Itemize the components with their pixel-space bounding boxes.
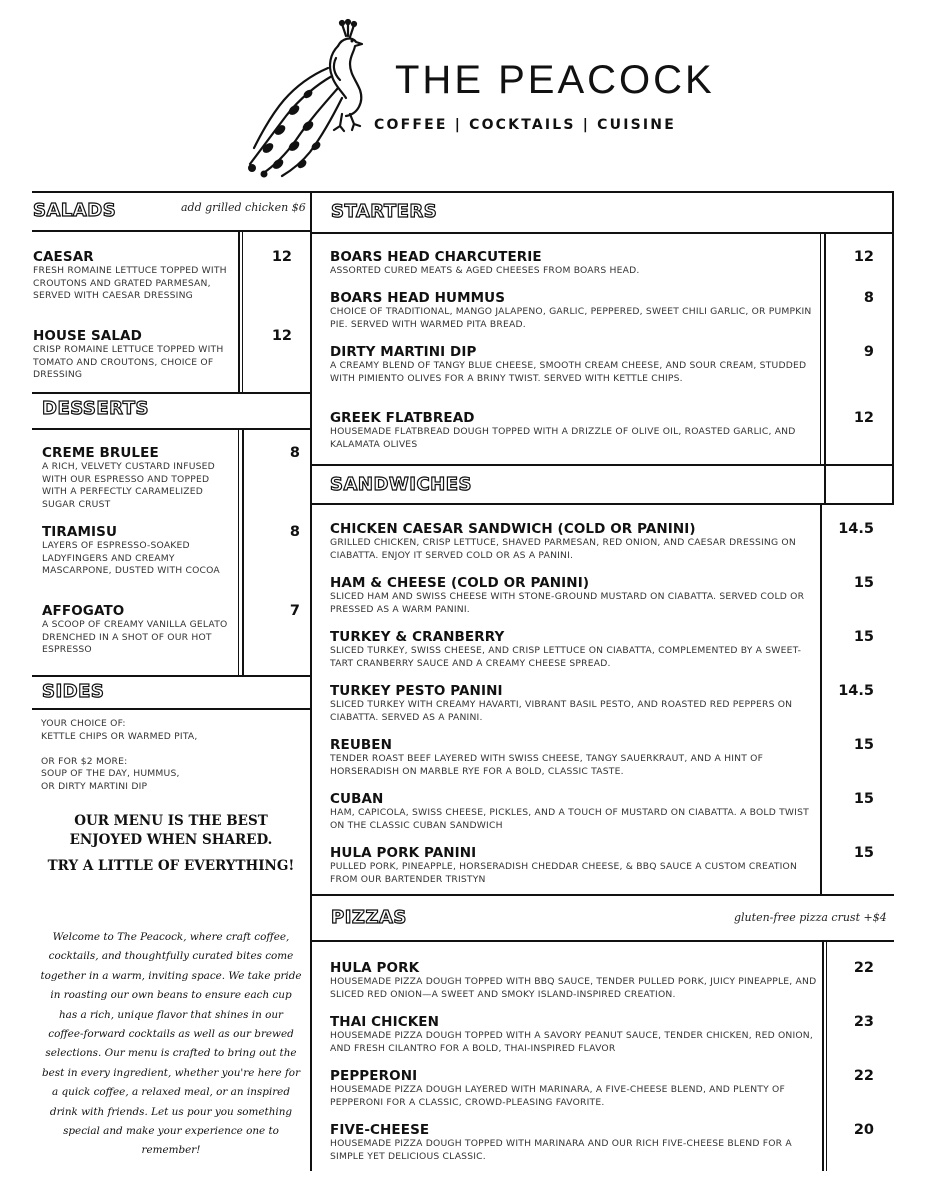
divider xyxy=(312,503,894,505)
item-price: 15 xyxy=(853,791,874,807)
divider xyxy=(820,505,822,895)
item-price: 8 xyxy=(289,445,300,461)
sides-line: KETTLE CHIPS OR WARMED PITA, xyxy=(41,730,198,742)
divider xyxy=(242,430,244,675)
item-price: 15 xyxy=(853,575,874,591)
menu-item xyxy=(330,1068,818,1109)
promo-line: TRY A LITTLE OF EVERYTHING! xyxy=(47,858,295,874)
promo-line: ENJOYED WHEN SHARED. xyxy=(69,832,273,848)
menu-item xyxy=(330,521,815,562)
item-price: 7 xyxy=(289,603,300,619)
salads-note: add grilled chicken $6 xyxy=(181,201,306,214)
menu-item xyxy=(330,683,815,724)
brand-title: THE PEACOCK xyxy=(395,58,715,102)
item-name: TIRAMISU xyxy=(42,524,118,540)
item-price: 12 xyxy=(271,328,292,344)
item-name: HULA PORK PANINI xyxy=(330,845,477,861)
starters-heading: STARTERS xyxy=(331,201,438,222)
sides-line: OR DIRTY MARTINI DIP xyxy=(41,780,148,792)
item-description: HOUSEMADE FLATBREAD DOUGH TOPPED WITH A DRIZZLE OF OLIVE OIL, ROASTED GARLIC, AND KALAMATA OLIVES xyxy=(330,426,796,450)
divider xyxy=(242,232,243,392)
promo-text xyxy=(36,857,306,876)
item-name: CUBAN xyxy=(330,791,384,807)
item-description: A RICH, VELVETY CUSTARD INFUSED WITH OUR ESPRESSO AND TOPPED WITH A PERFECTLY CARAMELIZED SUGAR CRUST xyxy=(42,461,215,510)
item-price: 14.5 xyxy=(838,521,874,537)
item-price: 12 xyxy=(853,410,874,426)
menu-item xyxy=(330,737,815,778)
divider xyxy=(820,234,821,464)
item-description: GRILLED CHICKEN, CRISP LETTUCE, SHAVED PARMESAN, RED ONION, AND CAESAR DRESSING ON CIABATTA. ENJOY IT SERVED COLD OR AS A PANINI. xyxy=(330,537,796,561)
item-price: 8 xyxy=(863,290,874,306)
item-description: A SCOOP OF CREAMY VANILLA GELATO DRENCHED IN A SHOT OF OUR HOT ESPRESSO xyxy=(42,619,228,656)
divider xyxy=(312,940,894,942)
pizzas-note: gluten-free pizza crust +$4 xyxy=(734,911,887,924)
divider xyxy=(892,191,894,503)
divider xyxy=(310,191,312,1171)
peacock-logo-icon xyxy=(238,18,378,178)
item-name: CAESAR xyxy=(33,249,94,265)
menu-item xyxy=(330,249,815,278)
item-description: SLICED HAM AND SWISS CHEESE WITH STONE-GROUND MUSTARD ON CIABATTA. SERVED COLD OR PRESSED AS A WARM PANINI. xyxy=(330,591,805,615)
item-name: TURKEY & CRANBERRY xyxy=(330,629,505,645)
menu-item xyxy=(330,410,815,451)
sandwiches-heading: SANDWICHES xyxy=(330,474,472,495)
divider xyxy=(824,234,826,464)
menu-item xyxy=(330,1122,818,1163)
sides-line: SOUP OF THE DAY, HUMMUS, xyxy=(41,768,180,780)
item-description: A CREAMY BLEND OF TANGY BLUE CHEESE, SMOOTH CREAM CHEESE, AND SOUR CREAM, STUDDED WITH PIMIENTO OLIVES FOR A BRINY TWIST. SERVED WITH KETTLE CHIPS. xyxy=(330,360,807,384)
pizzas-heading: PIZZAS xyxy=(331,907,407,928)
item-price: 22 xyxy=(853,1068,874,1084)
divider xyxy=(32,428,310,430)
item-price: 12 xyxy=(271,249,292,265)
menu-item xyxy=(330,1014,818,1055)
sides-options xyxy=(41,718,198,794)
item-description: HOUSEMADE PIZZA DOUGH TOPPED WITH A SAVORY PEANUT SAUCE, TENDER CHICKEN, RED ONION, AND FRESH CILANTRO FOR A BOLD, THAI-INSPIRED FLAVOR xyxy=(330,1030,814,1054)
item-description: SLICED TURKEY WITH CREAMY HAVARTI, VIBRANT BASIL PESTO, AND ROASTED RED PEPPERS ON CIABATTA. SERVED AS A PANINI. xyxy=(330,699,793,723)
item-price: 8 xyxy=(289,524,300,540)
menu-item xyxy=(42,524,236,578)
item-name: HOUSE SALAD xyxy=(33,328,142,344)
item-price: 15 xyxy=(853,737,874,753)
item-name: REUBEN xyxy=(330,737,392,753)
divider xyxy=(822,942,824,1171)
item-description: HAM, CAPICOLA, SWISS CHEESE, PICKLES, AND A TOUCH OF MUSTARD ON CIABATTA. A BOLD TWIST ON THE CLASSIC CUBAN SANDWICH xyxy=(330,807,809,831)
divider xyxy=(238,232,240,392)
brand-tagline: COFFEE | COCKTAILS | CUISINE xyxy=(374,117,676,133)
menu-item xyxy=(42,603,236,657)
item-description: CHOICE OF TRADITIONAL, MANGO JALAPENO, GARLIC, PEPPERED, SWEET CHILI GARLIC, OR PUMPKIN PIE. SERVED WITH WARMED PITA BREAD. xyxy=(330,306,812,330)
item-name: HAM & CHEESE (COLD OR PANINI) xyxy=(330,575,590,591)
item-name: BOARS HEAD HUMMUS xyxy=(330,290,506,306)
divider xyxy=(32,675,310,677)
menu-item xyxy=(330,845,815,886)
item-price: 15 xyxy=(853,845,874,861)
promo-line: OUR MENU IS THE BEST xyxy=(74,813,268,829)
desserts-heading: DESSERTS xyxy=(42,398,149,419)
item-price: 20 xyxy=(853,1122,874,1138)
item-description: LAYERS OF ESPRESSO-SOAKED LADYFINGERS AND CREAMY MASCARPONE, DUSTED WITH COCOA xyxy=(42,540,220,577)
menu-item xyxy=(330,960,818,1001)
menu-item xyxy=(33,328,233,382)
item-name: PEPPERONI xyxy=(330,1068,418,1084)
divider xyxy=(312,232,894,234)
salads-heading: SALADS xyxy=(33,200,117,221)
item-name: AFFOGATO xyxy=(42,603,125,619)
divider xyxy=(32,392,310,394)
item-description: PULLED PORK, PINEAPPLE, HORSERADISH CHEDDAR CHEESE, & BBQ SAUCE A CUSTOM CREATION FROM OUR BARTENDER TRISTYN xyxy=(330,861,798,885)
item-price: 22 xyxy=(853,960,874,976)
item-description: HOUSEMADE PIZZA DOUGH LAYERED WITH MARINARA, A FIVE-CHEESE BLEND, AND PLENTY OF PEPPERONI FOR A CLASSIC, CROWD-PLEASING FAVORITE. xyxy=(330,1084,785,1108)
menu-item xyxy=(330,290,815,331)
item-price: 23 xyxy=(853,1014,874,1030)
divider xyxy=(32,708,310,710)
item-description: FRESH ROMAINE LETTUCE TOPPED WITH CROUTONS AND GRATED PARMESAN, SERVED WITH CAESAR DRESSING xyxy=(33,265,227,302)
item-description: CRISP ROMAINE LETTUCE TOPPED WITH TOMATO AND CROUTONS, CHOICE OF DRESSING xyxy=(33,344,224,381)
item-name: GREEK FLATBREAD xyxy=(330,410,475,426)
promo-text xyxy=(36,812,306,850)
item-name: CHICKEN CAESAR SANDWICH (COLD OR PANINI) xyxy=(330,521,696,537)
item-name: TURKEY PESTO PANINI xyxy=(330,683,503,699)
item-price: 14.5 xyxy=(838,683,874,699)
item-description: HOUSEMADE PIZZA DOUGH TOPPED WITH BBQ SAUCE, TENDER PULLED PORK, JUICY PINEAPPLE, AND SLICED RED ONION—A SWEET AND SMOKY ISLAND-INSPIRED CREATION. xyxy=(330,976,817,1000)
sides-line: YOUR CHOICE OF: xyxy=(41,718,126,729)
item-description: SLICED TURKEY, SWISS CHEESE, AND CRISP LETTUCE ON CIABATTA, COMPLEMENTED BY A SWEET-TART CRANBERRY SAUCE AND A CREAMY CHEESE SPREAD. xyxy=(330,645,802,669)
menu-item xyxy=(330,791,815,832)
divider xyxy=(312,894,894,896)
item-name: DIRTY MARTINI DIP xyxy=(330,344,477,360)
menu-item xyxy=(330,344,815,385)
item-name: THAI CHICKEN xyxy=(330,1014,439,1030)
item-price: 12 xyxy=(853,249,874,265)
divider xyxy=(312,464,894,466)
welcome-paragraph: Welcome to The Peacock, where craft coffee, cocktails, and thoughtfully curated bites come together in a warm, inviting space. We take pride in roasting our own beans to ensure each cup has a rich, unique flavor that shines in our coffee-forward cocktails as well as our brewed selections. Our menu is crafted to bring out the best in every ingredient, whether you're here for a quick coffee, a relaxed meal, or an inspired drink with friends. Let us pour you something special and make your experience one to remember! xyxy=(40,931,302,1157)
sides-line: OR FOR $2 MORE: xyxy=(41,755,128,767)
menu-item xyxy=(330,629,815,670)
divider xyxy=(32,191,894,193)
menu-item xyxy=(33,249,233,303)
divider xyxy=(824,466,826,504)
item-name: HULA PORK xyxy=(330,960,420,976)
sides-heading: SIDES xyxy=(42,681,105,702)
item-price: 9 xyxy=(863,344,874,360)
divider xyxy=(32,230,310,232)
item-name: FIVE-CHEESE xyxy=(330,1122,430,1138)
item-name: BOARS HEAD CHARCUTERIE xyxy=(330,249,542,265)
menu-item xyxy=(330,575,815,616)
menu-item xyxy=(42,445,236,511)
item-name: CREME BRULEE xyxy=(42,445,159,461)
divider xyxy=(826,942,827,1171)
item-description: HOUSEMADE PIZZA DOUGH TOPPED WITH MARINARA AND OUR RICH FIVE-CHEESE BLEND FOR A SIMPLE YET DELICIOUS CLASSIC. xyxy=(330,1138,792,1162)
item-description: ASSORTED CURED MEATS & AGED CHEESES FROM BOARS HEAD. xyxy=(330,265,640,276)
item-description: TENDER ROAST BEEF LAYERED WITH SWISS CHEESE, TANGY SAUERKRAUT, AND A HINT OF HORSERADISH ON MARBLE RYE FOR A BOLD, CLASSIC TASTE. xyxy=(330,753,764,777)
divider xyxy=(238,430,239,675)
item-price: 15 xyxy=(853,629,874,645)
